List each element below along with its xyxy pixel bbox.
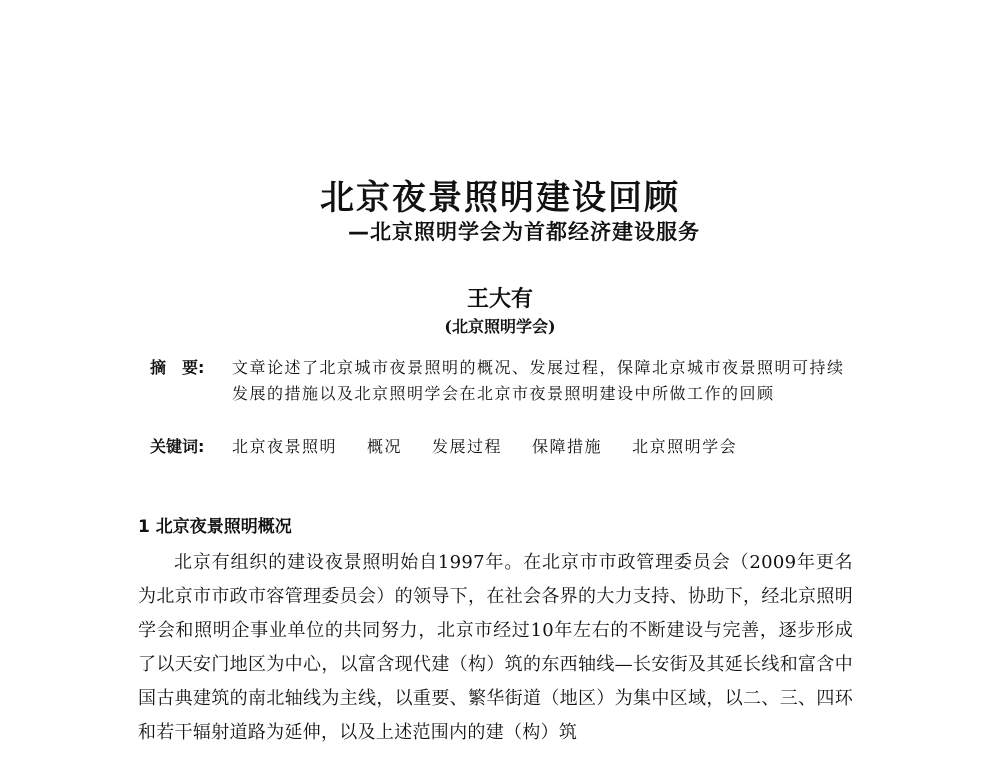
abstract-block xyxy=(150,355,860,407)
author-affiliation: (北京照明学会) xyxy=(444,317,556,336)
section-heading: 1 北京夜景照明概况 xyxy=(138,517,292,537)
keyword-item: 发展过程 xyxy=(432,437,503,456)
paper-subtitle: —北京照明学会为首都经济建设服务 xyxy=(348,220,700,244)
author-name: 王大有 xyxy=(466,286,533,312)
keyword-item: 北京夜景照明 xyxy=(232,437,338,456)
body-paragraph: 北京有组织的建设夜景照明始自1997年。在北京市市政管理委员会（2009年更名为北京市市政市容管理委员会）的领导下，在社会各界的大力支持、协助下，经北京照明学会和照明企事业单位的共同努力，北京市经过10年左右的不断建设与完善，逐步形成了以天安门地区为中心，以富含现代建（构）筑的东西轴线—长安街及其延长线和富含中国古典建筑的南北轴线为主线，以重要、繁华街道（地区）为集中区域，以二、三、四环和若干辐射道路为延伸，以及上述范围内的建（构）筑 xyxy=(138,552,853,743)
keyword-item: 保障措施 xyxy=(532,437,603,456)
abstract-label: 摘 要: xyxy=(150,358,205,377)
paper-title: 北京夜景照明建设回顾 xyxy=(320,178,680,218)
keywords-label: 关键词: xyxy=(150,437,205,456)
abstract-text: 文章论述了北京城市夜景照明的概况、发展过程，保障北京城市夜景照明可持续发展的措施以及北京照明学会在北京市夜景照明建设中所做工作的回顾 xyxy=(232,358,845,403)
abstract-row xyxy=(150,355,860,407)
keyword-item: 概况 xyxy=(367,437,403,456)
keywords-block xyxy=(150,434,767,460)
keyword-item: 北京照明学会 xyxy=(632,437,738,456)
